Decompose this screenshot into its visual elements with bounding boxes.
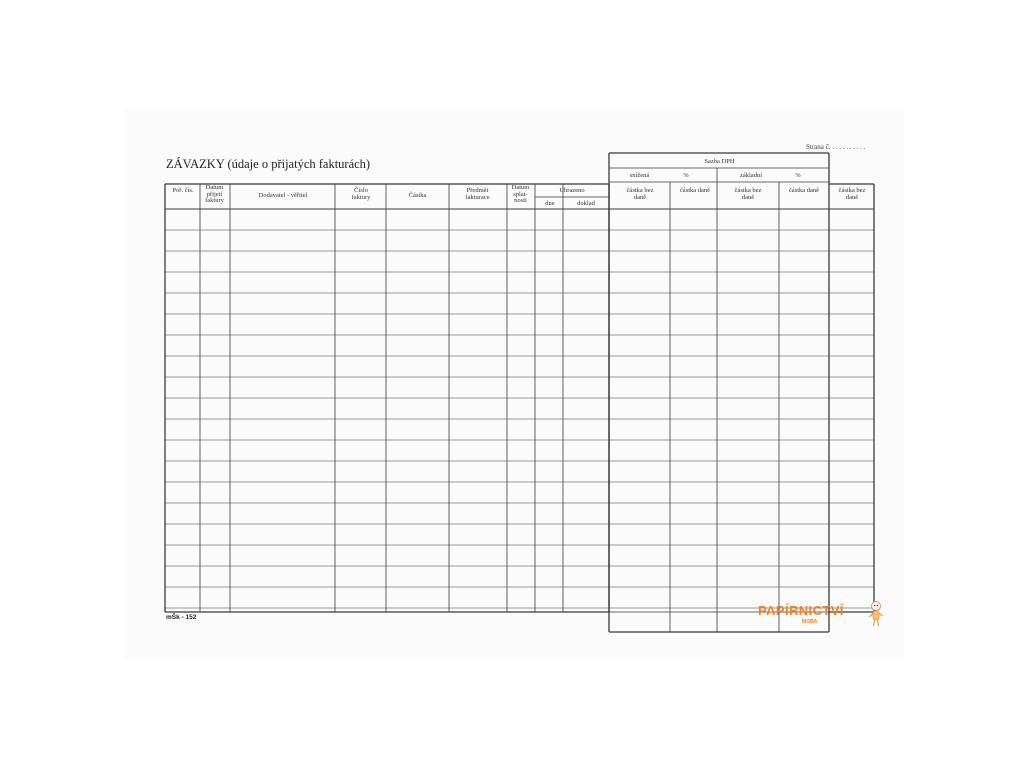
logo-wordmark: PAPÍRNICTVÍ xyxy=(758,603,844,618)
logo-subtext: MOBA xyxy=(802,619,818,625)
header-vat-basic-percent: % xyxy=(795,172,801,179)
header-subject: Předmět fakturace xyxy=(465,187,490,201)
header-amount: Částka xyxy=(408,192,427,199)
header-reduced-base: částka bez daně xyxy=(626,187,654,201)
header-row-number: Poř. čís. xyxy=(172,187,194,194)
header-vat-reduced-percent: % xyxy=(683,172,689,179)
header-paid-date: dne xyxy=(545,200,555,207)
header-invoice-number: Číslo faktury xyxy=(351,187,371,201)
header-date-received: Datum přijetí faktury xyxy=(205,184,224,204)
header-reduced-tax: částka daně xyxy=(679,187,711,194)
header-supplier: Dodavatel - věřitel xyxy=(258,192,308,199)
header-paid-group: Uhrazeno xyxy=(559,187,585,194)
header-due-date: Datum splat- nosti xyxy=(511,184,530,204)
form-title: ZÁVAZKY (údaje o přijatých fakturách) xyxy=(166,157,371,171)
header-vat-group: Sazba DPH xyxy=(704,158,735,165)
header-basic-base: částka bez daně xyxy=(734,187,762,201)
papirnictvi-logo xyxy=(758,603,888,633)
header-exempt-amount: částka bez daně xyxy=(838,187,866,201)
header-basic-tax: částka daně xyxy=(788,187,820,194)
stationery-mascot-icon xyxy=(868,600,884,630)
header-vat-basic: základní xyxy=(739,172,763,179)
header-vat-reduced: snížená xyxy=(629,172,650,179)
page-number-label: Strana č. . . . . . . . . . . xyxy=(806,143,866,151)
form-code: mŠk - 152 xyxy=(166,614,197,621)
header-paid-document: doklad xyxy=(577,200,595,207)
